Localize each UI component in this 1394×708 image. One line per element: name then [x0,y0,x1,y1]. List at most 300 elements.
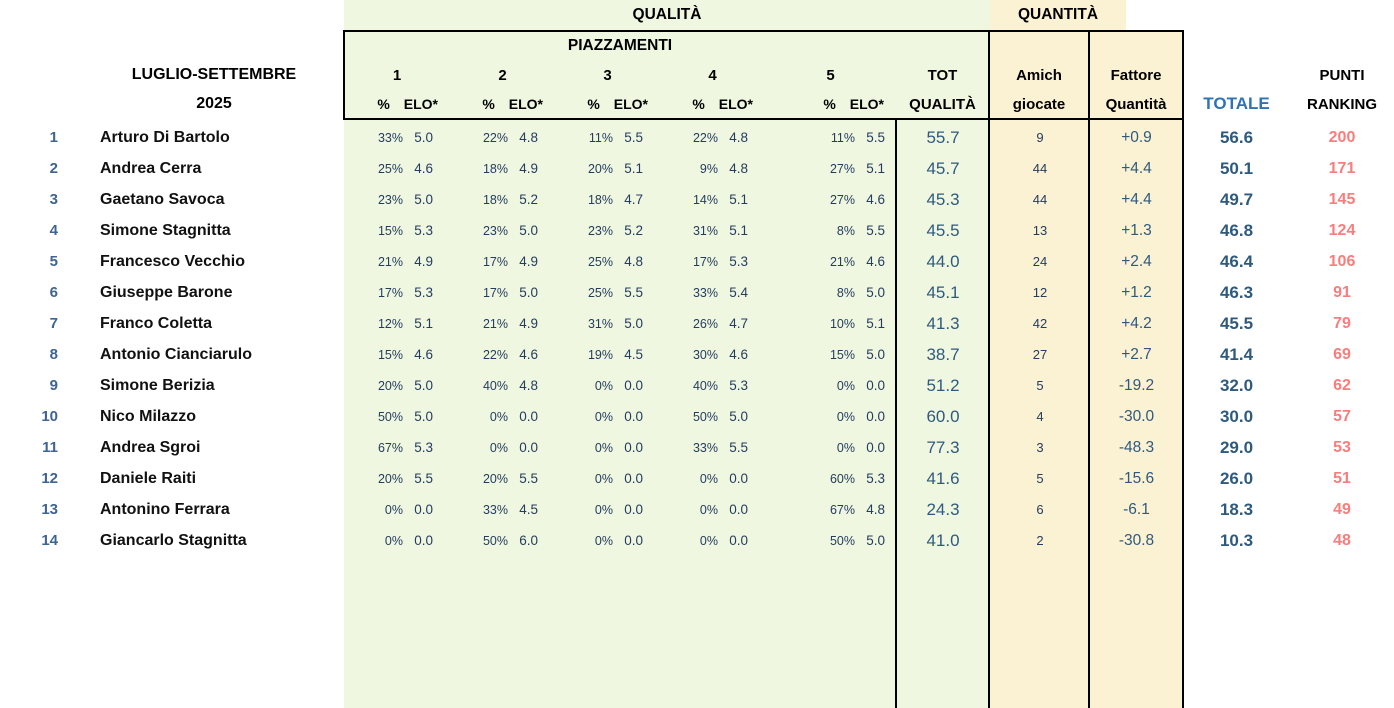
placement-elo: 5.3 [729,378,748,393]
totale-cell: 45.5 [1219,313,1254,333]
placement-elo: 0.0 [624,409,643,424]
punti-ranking-cell: 51 [1333,469,1351,487]
placement-pct: 21% [829,255,855,269]
tot-qualita-cell: 45.1 [926,282,960,302]
punti-ranking-header-line1: PUNTI [1319,66,1365,84]
placement-pct: 23% [587,224,613,238]
placement-elo: 5.1 [866,161,885,176]
placement-elo: 5.3 [866,471,885,486]
placement-elo: 6.0 [519,533,538,548]
placement-pct: 20% [377,472,403,486]
amich-giocate-cell: 44 [1032,161,1048,176]
placement-4-cell [660,409,765,424]
tot-qualita-header-line1: TOT [927,66,958,84]
placement-pct: 0% [594,534,613,548]
placement-elo: 0.0 [624,378,643,393]
placement-elo: 5.0 [729,409,748,424]
rank-cell: 2 [49,160,58,177]
placement-pct: 0% [594,441,613,455]
elo-header: ELO* [508,96,543,112]
placement-elo: 5.0 [414,409,433,424]
placement-pct: 0% [384,534,403,548]
placement-pct: 0% [699,534,718,548]
placement-pct: 0% [384,503,403,517]
amich-giocate-cell: 2 [1036,533,1044,548]
placement-3-cell [555,130,660,145]
placement-3-cell [555,347,660,362]
placement-3-cell [555,471,660,486]
player-name-cell: Daniele Raiti [100,469,197,487]
placement-3-cell [555,378,660,393]
placement-4-cell [660,440,765,455]
rank-cell: 9 [49,377,58,394]
placement-pct: 17% [692,255,718,269]
fattore-quantita-cell: -15.6 [1118,469,1155,487]
placement-pct: 50% [377,410,403,424]
placement-2-cell [450,316,555,331]
placement-pct: 0% [836,379,855,393]
placement-pct: 30% [692,348,718,362]
placement-elo: 4.7 [624,192,643,207]
tot-qualita-cell: 51.2 [926,375,960,395]
table-body [0,122,1394,556]
placement-elo: 4.8 [624,254,643,269]
totale-cell: 32.0 [1219,375,1254,395]
fattore-quantita-cell: +4.2 [1121,314,1152,332]
punti-ranking-cell: 53 [1333,438,1351,456]
placement-pct: 33% [482,503,508,517]
placement-elo: 0.0 [624,471,643,486]
placement-2-cell [450,533,555,548]
rank-cell: 1 [49,129,58,146]
placement-3-cell [555,440,660,455]
placement-3-cell [555,533,660,548]
placement-elo: 5.0 [866,285,885,300]
placement-elo: 5.0 [414,130,433,145]
placement-1-cell [344,285,450,300]
placement-5-cell [765,130,896,145]
placement-3-header: 3 [603,66,612,84]
totale-cell: 41.4 [1219,344,1254,364]
placement-pct: 33% [377,131,403,145]
placement-elo: 5.5 [624,130,643,145]
totale-cell: 56.6 [1219,127,1254,147]
placement-pct: 25% [587,255,613,269]
placement-pct: 23% [482,224,508,238]
placement-5-cell [765,502,896,517]
placement-elo: 5.2 [519,192,538,207]
placement-2-cell [450,502,555,517]
tot-qualita-cell: 60.0 [926,406,960,426]
elo-header: ELO* [849,96,884,112]
placement-2-cell [450,161,555,176]
placement-5-cell [765,533,896,548]
tot-qualita-cell: 41.3 [926,313,960,333]
amich-giocate-cell: 42 [1032,316,1048,331]
amich-giocate-cell: 3 [1036,440,1044,455]
totale-header: TOTALE [1203,94,1270,113]
period-title-line2: 2025 [196,95,232,112]
placement-elo: 0.0 [414,502,433,517]
tot-qualita-cell: 77.3 [926,437,960,457]
amich-giocate-cell: 44 [1032,192,1048,207]
placement-elo: 5.1 [414,316,433,331]
placement-elo: 4.7 [729,316,748,331]
placement-pct: 15% [377,348,403,362]
placement-2-cell [450,471,555,486]
amich-giocate-cell: 5 [1036,471,1044,486]
placement-pct: 21% [377,255,403,269]
placement-elo: 0.0 [729,533,748,548]
placement-pct: 0% [489,410,508,424]
placement-elo: 0.0 [519,409,538,424]
placement-elo: 5.5 [414,471,433,486]
placement-elo: 5.3 [414,285,433,300]
placement-4-cell [660,533,765,548]
punti-ranking-cell: 62 [1333,376,1351,394]
rank-cell: 12 [41,470,58,487]
totale-cell: 29.0 [1219,437,1254,457]
placement-elo: 0.0 [729,471,748,486]
fattore-quantita-cell: +1.3 [1121,221,1152,239]
player-name-cell: Andrea Sgroi [100,438,201,456]
placement-3-cell [555,254,660,269]
placement-3-cell [555,316,660,331]
fattore-quantita-cell: +4.4 [1121,159,1152,177]
placement-elo: 0.0 [866,378,885,393]
placement-3-cell [555,409,660,424]
placement-pct: 31% [692,224,718,238]
placement-5-cell [765,161,896,176]
placement-elo: 0.0 [414,533,433,548]
amich-giocate-cell: 9 [1036,130,1044,145]
placement-pct: 17% [482,286,508,300]
tot-qualita-cell: 45.7 [926,158,960,178]
pct-elo-header-2 [450,90,555,118]
placement-pct: 9% [699,162,718,176]
elo-header: ELO* [718,96,753,112]
placement-3-cell [555,161,660,176]
placement-1-header: 1 [392,66,402,84]
punti-ranking-cell: 124 [1328,221,1356,239]
placement-elo: 5.5 [866,130,885,145]
punti-ranking-cell: 145 [1328,190,1356,208]
placement-pct: 12% [377,317,403,331]
rank-cell: 14 [41,532,58,549]
fattore-quantita-cell: -19.2 [1118,376,1155,394]
placement-pct: 0% [699,472,718,486]
placement-pct: 67% [377,441,403,455]
placement-2-cell [450,409,555,424]
placement-5-cell [765,409,896,424]
placement-4-cell [660,347,765,362]
quantity-section-title: QUANTITÀ [1017,6,1099,23]
placement-elo: 4.8 [519,130,538,145]
player-name-cell: Nico Milazzo [100,407,197,425]
table-row [0,215,1394,246]
table-row [0,463,1394,494]
table-border-header-bottom [343,118,1184,120]
punti-ranking-cell: 79 [1333,314,1351,332]
fattore-quantita-cell: +0.9 [1121,128,1152,146]
player-name-cell: Simone Berizia [100,376,215,394]
placement-pct: 0% [594,472,613,486]
pct-elo-header-3 [555,90,660,118]
placement-pct: 11% [830,131,855,145]
placement-5-cell [765,223,896,238]
placement-pct: 8% [836,224,855,238]
placement-4-cell [660,254,765,269]
placement-pct: 17% [377,286,403,300]
tot-qualita-cell: 45.5 [926,220,960,240]
pct-elo-header-1 [344,90,450,118]
placement-elo: 4.5 [624,347,643,362]
placement-pct: 0% [699,503,718,517]
placement-elo: 4.9 [414,254,433,269]
placement-pct: 0% [836,441,855,455]
placement-4-cell [660,502,765,517]
player-name-cell: Giuseppe Barone [100,283,233,301]
placement-1-cell [344,130,450,145]
placement-5-cell [765,254,896,269]
placement-pct: 18% [587,193,613,207]
placement-pct: 20% [587,162,613,176]
punti-ranking-cell: 171 [1328,159,1356,177]
fattore-quantita-cell: +2.4 [1121,252,1152,270]
totale-cell: 50.1 [1219,158,1254,178]
placement-elo: 4.8 [519,378,538,393]
punti-ranking-cell: 106 [1328,252,1356,270]
player-name-cell: Andrea Cerra [100,159,202,177]
punti-ranking-cell: 69 [1333,345,1351,363]
placement-elo: 4.5 [519,502,538,517]
placement-pct: 25% [587,286,613,300]
amich-giocate-cell: 27 [1032,347,1048,362]
placement-4-cell [660,130,765,145]
placement-1-cell [344,440,450,455]
placement-elo: 5.0 [519,223,538,238]
placement-5-header: 5 [826,66,835,84]
pct-header: % [377,96,390,112]
totale-cell: 46.4 [1219,251,1254,271]
pct-header: % [823,96,836,112]
placement-pct: 20% [482,472,508,486]
punti-ranking-cell: 91 [1333,283,1351,301]
tot-qualita-cell: 24.3 [926,499,960,519]
placement-pct: 27% [829,162,855,176]
placement-elo: 4.6 [866,192,885,207]
rank-cell: 7 [49,315,58,332]
placement-2-cell [450,378,555,393]
placement-pct: 0% [594,379,613,393]
player-name-cell: Franco Coletta [100,314,213,332]
rank-cell: 5 [49,253,58,270]
elo-header: ELO* [613,96,648,112]
tot-qualita-cell: 41.6 [926,468,960,488]
piazzamenti-header: PIAZZAMENTI [567,37,673,54]
totale-cell: 26.0 [1219,468,1254,488]
pct-header: % [692,96,705,112]
placement-1-cell [344,223,450,238]
placement-5-cell [765,192,896,207]
placement-pct: 22% [482,131,508,145]
player-name-cell: Giancarlo Stagnitta [100,531,247,549]
placement-elo: 5.0 [624,316,643,331]
placement-pct: 22% [692,131,718,145]
placement-pct: 15% [377,224,403,238]
pct-elo-header-5 [765,90,896,118]
placement-elo: 5.4 [729,285,748,300]
pct-elo-header-row [344,90,896,118]
placement-2-header: 2 [498,66,507,84]
placement-elo: 5.0 [519,285,538,300]
placement-elo: 5.1 [624,161,643,176]
placement-elo: 4.8 [866,502,885,517]
placement-pct: 17% [482,255,508,269]
totale-cell: 18.3 [1219,499,1254,519]
placement-elo: 4.6 [414,347,433,362]
placement-pct: 40% [692,379,718,393]
pct-header: % [482,96,495,112]
totale-cell: 46.8 [1219,220,1254,240]
tot-qualita-cell: 41.0 [926,530,960,550]
table-row [0,401,1394,432]
placement-pct: 23% [377,193,403,207]
rank-cell: 6 [49,284,58,301]
pct-elo-header-4 [660,90,765,118]
punti-ranking-cell: 57 [1333,407,1351,425]
amich-giocate-header-line2: giocate [1012,95,1066,113]
placement-pct: 31% [587,317,613,331]
placement-1-cell [344,347,450,362]
placement-2-cell [450,223,555,238]
fattore-quantita-cell: -6.1 [1123,500,1150,518]
totale-cell: 10.3 [1219,530,1254,550]
placement-pct: 26% [692,317,718,331]
player-name-cell: Antonino Ferrara [100,500,230,518]
placement-1-cell [344,192,450,207]
placement-elo: 5.0 [866,533,885,548]
placement-pct: 14% [692,193,718,207]
placement-elo: 5.3 [414,440,433,455]
placement-elo: 4.6 [414,161,433,176]
placement-elo: 5.5 [729,440,748,455]
amich-giocate-header-line1: Amich [1016,66,1062,84]
rank-cell: 8 [49,346,58,363]
placement-1-cell [344,254,450,269]
fattore-quantita-header-line1: Fattore [1110,66,1162,84]
table-row [0,525,1394,556]
placement-3-cell [555,192,660,207]
placement-pct: 22% [482,348,508,362]
fattore-quantita-cell: -30.0 [1118,407,1155,425]
placement-2-cell [450,285,555,300]
placement-4-cell [660,471,765,486]
fattore-quantita-cell: +2.7 [1121,345,1152,363]
placement-pct: 0% [594,503,613,517]
placement-pct: 15% [829,348,855,362]
placement-pct: 27% [829,193,855,207]
placement-1-cell [344,161,450,176]
punti-ranking-cell: 200 [1328,128,1356,146]
placement-5-cell [765,347,896,362]
quality-section-title: QUALITÀ [632,6,702,23]
rank-cell: 3 [49,191,58,208]
placement-1-cell [344,471,450,486]
placement-elo: 4.8 [729,130,748,145]
placement-pct: 19% [587,348,613,362]
table-row [0,370,1394,401]
placement-pct: 60% [829,472,855,486]
player-name-cell: Arturo Di Bartolo [100,128,230,146]
placement-pct: 33% [692,286,718,300]
table-row [0,122,1394,153]
placement-5-cell [765,316,896,331]
placement-elo: 0.0 [624,440,643,455]
placement-elo: 5.1 [866,316,885,331]
placement-4-header: 4 [708,66,717,84]
placement-elo: 5.2 [624,223,643,238]
placement-2-cell [450,192,555,207]
amich-giocate-cell: 4 [1036,409,1044,424]
elo-header: ELO* [403,96,438,112]
placement-2-cell [450,130,555,145]
fattore-quantita-cell: +1.2 [1121,283,1152,301]
player-name-cell: Francesco Vecchio [100,252,245,270]
amich-giocate-cell: 24 [1032,254,1048,269]
placement-1-cell [344,502,450,517]
placement-pct: 0% [836,410,855,424]
placement-elo: 4.6 [729,347,748,362]
placement-elo: 4.9 [519,316,538,331]
placement-pct: 11% [588,131,613,145]
tot-qualita-cell: 44.0 [926,251,960,271]
placement-elo: 5.3 [729,254,748,269]
placement-elo: 5.5 [519,471,538,486]
placement-pct: 50% [829,534,855,548]
placement-pct: 67% [829,503,855,517]
placement-elo: 4.9 [519,254,538,269]
placement-1-cell [344,533,450,548]
placement-pct: 18% [482,193,508,207]
placement-3-cell [555,502,660,517]
placement-elo: 5.1 [729,223,748,238]
placement-4-cell [660,223,765,238]
totale-cell: 46.3 [1219,282,1254,302]
rank-cell: 10 [41,408,58,425]
placement-elo: 5.0 [414,192,433,207]
placement-elo: 0.0 [866,409,885,424]
tot-qualita-cell: 38.7 [926,344,960,364]
amich-giocate-cell: 6 [1036,502,1044,517]
period-title-line1: LUGLIO-SETTEMBRE [131,66,297,83]
placement-elo: 0.0 [624,502,643,517]
placement-5-cell [765,440,896,455]
punti-ranking-cell: 49 [1333,500,1351,518]
table-row [0,277,1394,308]
placement-elo: 5.5 [624,285,643,300]
placement-pct: 18% [482,162,508,176]
placement-elo: 5.1 [729,192,748,207]
placement-3-cell [555,223,660,238]
amich-giocate-cell: 5 [1036,378,1044,393]
tot-qualita-cell: 55.7 [926,127,960,147]
table-row [0,153,1394,184]
player-name-cell: Gaetano Savoca [100,190,225,208]
table-row [0,246,1394,277]
placement-4-cell [660,192,765,207]
placement-elo: 5.0 [866,347,885,362]
